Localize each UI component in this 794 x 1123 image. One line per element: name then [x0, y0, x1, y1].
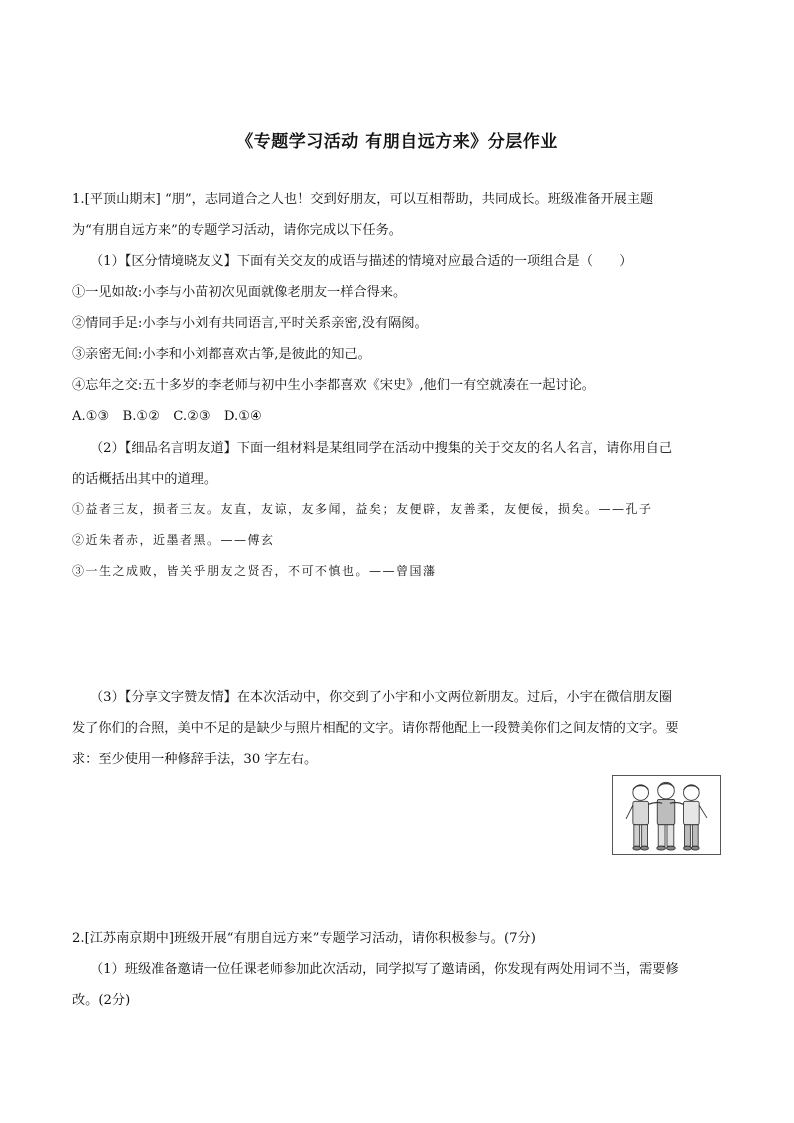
- q1-sub2-prompt-line-1: （2）【细品名言明友道】下面一组材料是某组同学在活动中搜集的关于交友的名人名言，请你用自己: [90, 441, 673, 456]
- q1-sub3-prompt-line-3: 求：至少使用一种修辞手法，30 字左右。: [72, 752, 318, 767]
- q1-sub3-prompt-line-2: 发了你们的合照，美中不足的是缺少与照片相配的文字。请你帮他配上一段赞美你们之间友情的文字。要: [72, 721, 679, 736]
- friends-photo: [612, 775, 721, 855]
- q1-sub2-quote-3: ③一生之成败，皆关乎朋友之贤否，不可不慎也。——曾国藩: [72, 564, 437, 578]
- q2-sub1-line-1: （1）班级准备邀请一位任课老师参加此次活动，同学拟写了邀请函，你发现有两处用词不当，需要修: [90, 962, 679, 977]
- q1-intro-line-2: 为“有朋自远方来”的专题学习活动，请你完成以下任务。: [72, 223, 402, 238]
- q1-sub2-quote-2: ②近朱者赤，近墨者黑。——傅玄: [72, 533, 275, 547]
- q1-sub2-prompt-line-2: 的话概括出其中的道理。: [72, 472, 218, 487]
- q1-sub3-prompt-line-1: （3）【分享文字赞友情】在本次活动中，你交到了小宇和小文两位新朋友。过后，小宇在微信朋友圈: [90, 690, 673, 705]
- q1-sub1-choices: A.①③ B.①② C.②③ D.①④: [72, 409, 262, 424]
- three-friends-illustration: [613, 776, 720, 854]
- q1-sub1-option-4: ④忘年之交:五十多岁的李老师与初中生小李都喜欢《宋史》,他们一有空就凑在一起讨论。: [72, 378, 595, 393]
- q2-sub1-line-2: 改。(2分): [72, 993, 131, 1008]
- q1-intro-line-1: 1.[平顶山期末] “朋”，志同道合之人也！交到好朋友，可以互相帮助，共同成长。班级准备开展主题: [72, 192, 654, 207]
- q2-intro: 2.[江苏南京期中]班级开展“有朋自远方来”专题学习活动，请你积极参与。(7分): [72, 931, 536, 946]
- page-title: 《专题学习活动 有朋自远方来》分层作业: [236, 132, 558, 152]
- q1-sub1-prompt: （1）【区分情境晓友义】下面有关交友的成语与描述的情境对应最合适的一项组合是（ ）: [90, 254, 633, 269]
- q1-sub2-quote-1: ①益者三友，损者三友。友直，友谅，友多闻，益矣；友便辟，友善柔，友便佞，损矣。——孔子: [72, 502, 653, 516]
- q1-sub1-option-3: ③亲密无间:小李和小刘都喜欢古筝,是彼此的知己。: [72, 347, 371, 362]
- q1-sub1-option-1: ①一见如故:小李与小苗初次见面就像老朋友一样合得来。: [72, 285, 407, 300]
- q1-sub1-option-2: ②情同手足:小李与小刘有共同语言,平时关系亲密,没有隔阂。: [72, 316, 428, 331]
